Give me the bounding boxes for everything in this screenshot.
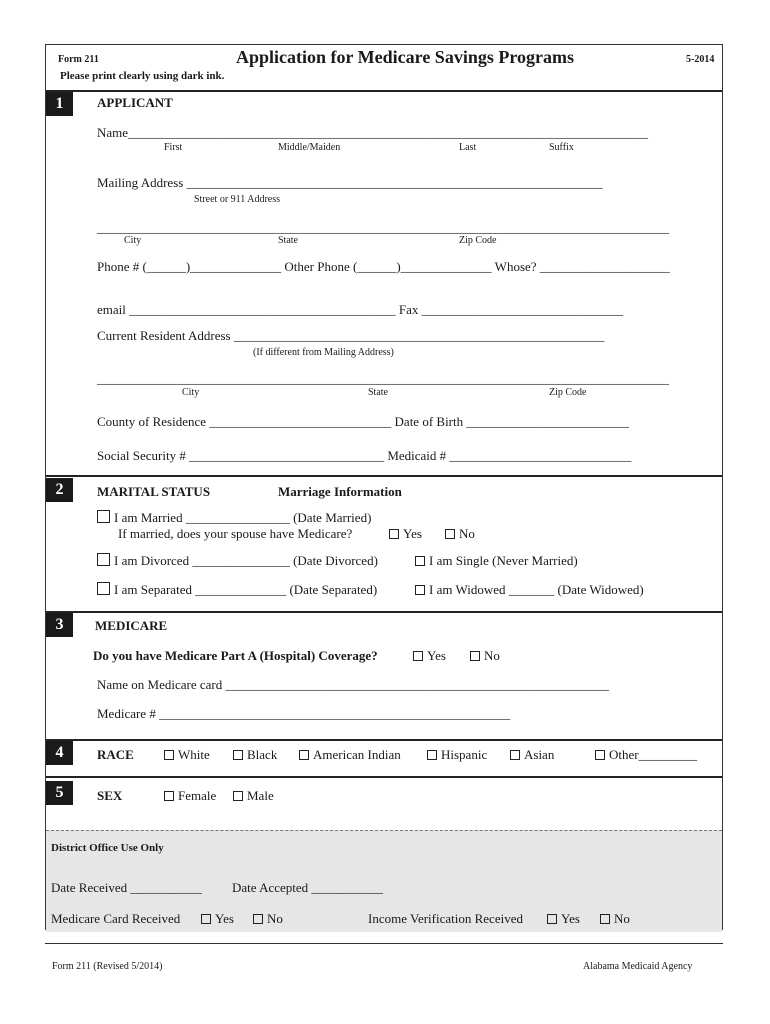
mailing-state-label: State [278,235,298,246]
mailing-city-field[interactable]: ________________________________________________________________________________________ [97,220,669,235]
income-no-option[interactable] [600,911,630,927]
county-dob-fields[interactable]: County of Residence ____________________________ Date of Birth _________________________ [97,414,629,429]
phone-fields[interactable]: Phone # (______)______________ Other Phone (______)______________ Whose? ____________________ [97,259,670,274]
race-other-checkbox[interactable] [595,750,605,760]
mailing-city-label: City [124,235,142,246]
divorced-option[interactable] [97,553,378,569]
card-received-no-checkbox[interactable] [253,914,263,924]
footer-agency: Alabama Medicaid Agency [583,961,693,972]
divorced-label: I am Divorced _______________ (Date Divorced) [114,553,378,568]
section-3-divider [46,611,722,613]
medicare-number-field[interactable]: Medicare # ______________________________________________________ [97,706,511,721]
print-instruction: Please print clearly using dark ink. [60,70,225,82]
race-white-label: White [178,747,210,762]
section-3-heading: MEDICARE [95,618,168,633]
spouse-yes-label: Yes [403,526,422,541]
current-resident-address-field[interactable]: Current Resident Address _________________________________________________________ [97,328,605,343]
current-resident-address-sub: (If different from Mailing Address) [253,347,394,358]
section-2-number: 2 [46,478,73,502]
part-a-no-label: No [484,648,500,663]
race-hispanic-label: Hispanic [441,747,488,762]
office-use-heading: District Office Use Only [51,842,164,854]
name-middle-label: Middle/Maiden [278,142,341,153]
race-other-option[interactable] [595,747,697,763]
office-use-panel [46,830,722,932]
email-fax-fields[interactable]: email _________________________________________ Fax _______________________________ [97,302,624,317]
card-received-no-option[interactable] [253,911,283,927]
married-checkbox[interactable] [97,510,110,523]
footer-divider [45,943,723,944]
section-4-heading: RACE [97,747,134,762]
widowed-checkbox[interactable] [415,585,425,595]
section-4-divider [46,739,722,741]
resident-state-label: State [368,387,388,398]
form-number: Form 211 [58,54,99,65]
race-white-checkbox[interactable] [164,750,174,760]
section-4-number: 4 [46,741,73,765]
form-frame [45,44,723,930]
name-first-label: First [164,142,183,153]
section-1-number: 1 [46,92,73,116]
card-received-yes-option[interactable] [201,911,234,927]
mailing-address-sub: Street or 911 Address [194,194,281,205]
card-received-yes-label: Yes [215,911,234,926]
income-yes-option[interactable] [547,911,580,927]
section-1-divider [46,90,722,92]
card-received-yes-checkbox[interactable] [201,914,211,924]
income-yes-label: Yes [561,911,580,926]
race-american-indian-option[interactable] [299,747,401,763]
single-option[interactable] [415,553,578,569]
resident-city-label: City [182,387,200,398]
sex-female-option[interactable] [164,788,216,804]
part-a-yes-option[interactable] [413,648,446,664]
section-5-divider [46,776,722,778]
resident-city-field[interactable]: ________________________________________________________________________________________ [97,371,669,386]
part-a-yes-label: Yes [427,648,446,663]
race-black-checkbox[interactable] [233,750,243,760]
race-black-option[interactable] [233,747,277,763]
race-asian-checkbox[interactable] [510,750,520,760]
section-2-heading: MARITAL STATUS [97,484,211,499]
income-yes-checkbox[interactable] [547,914,557,924]
footer-form-revision: Form 211 (Revised 5/2014) [52,961,163,972]
name-last-label: Last [459,142,477,153]
mailing-zip-label: Zip Code [459,235,497,246]
spouse-no-label: No [459,526,475,541]
single-label: I am Single (Never Married) [429,553,578,568]
race-hispanic-option[interactable] [427,747,487,763]
section-5-heading: SEX [97,788,123,803]
spouse-yes-option[interactable] [389,526,422,542]
section-2-divider [46,475,722,477]
spouse-medicare-question: If married, does your spouse have Medicare? [118,526,353,541]
part-a-no-option[interactable] [470,648,500,664]
income-verification-label: Income Verification Received [368,911,523,926]
race-other-label: Other_________ [609,747,698,762]
form-title: Application for Medicare Savings Programs [236,47,574,67]
race-asian-label: Asian [524,747,555,762]
name-field[interactable]: Name________________________________________________________________________________ [97,125,649,140]
spouse-no-checkbox[interactable] [445,529,455,539]
section-5-number: 5 [46,781,73,805]
separated-label: I am Separated ______________ (Date Separated) [114,582,378,597]
section-3-number: 3 [46,613,73,637]
divorced-checkbox[interactable] [97,553,110,566]
date-received-field[interactable]: Date Received ___________ [51,880,202,895]
sex-male-checkbox[interactable] [233,791,243,801]
date-accepted-field[interactable]: Date Accepted ___________ [232,880,383,895]
section-2-subheading: Marriage Information [278,484,402,499]
race-american-indian-checkbox[interactable] [299,750,309,760]
card-received-no-label: No [267,911,283,926]
sex-female-label: Female [178,788,217,803]
sex-female-checkbox[interactable] [164,791,174,801]
name-suffix-label: Suffix [549,142,574,153]
spouse-yes-checkbox[interactable] [389,529,399,539]
section-1-heading: APPLICANT [97,95,173,110]
income-no-checkbox[interactable] [600,914,610,924]
widowed-label: I am Widowed _______ (Date Widowed) [429,582,644,597]
income-no-label: No [614,911,630,926]
spouse-no-option[interactable] [445,526,475,542]
resident-zip-label: Zip Code [549,387,587,398]
race-black-label: Black [247,747,278,762]
separated-checkbox[interactable] [97,582,110,595]
ssn-medicaid-fields[interactable]: Social Security # ______________________________ Medicaid # ____________________________ [97,448,632,463]
mailing-address-field[interactable]: Mailing Address ________________________________________________________________ [97,175,603,190]
medicare-card-received-label: Medicare Card Received [51,911,181,926]
race-american-indian-label: American Indian [313,747,401,762]
single-checkbox[interactable] [415,556,425,566]
form-date: 5-2014 [686,54,715,65]
married-option[interactable] [97,510,371,526]
medicare-card-name-field[interactable]: Name on Medicare card ___________________________________________________________ [97,677,609,692]
widowed-option[interactable] [415,582,644,598]
sex-male-label: Male [247,788,274,803]
race-white-option[interactable] [164,747,210,763]
race-hispanic-checkbox[interactable] [427,750,437,760]
race-asian-option[interactable] [510,747,554,763]
married-label: I am Married ________________ (Date Married) [114,510,372,525]
part-a-no-checkbox[interactable] [470,651,480,661]
medicare-part-a-question: Do you have Medicare Part A (Hospital) Coverage? [93,648,378,663]
sex-male-option[interactable] [233,788,274,804]
separated-option[interactable] [97,582,377,598]
part-a-yes-checkbox[interactable] [413,651,423,661]
